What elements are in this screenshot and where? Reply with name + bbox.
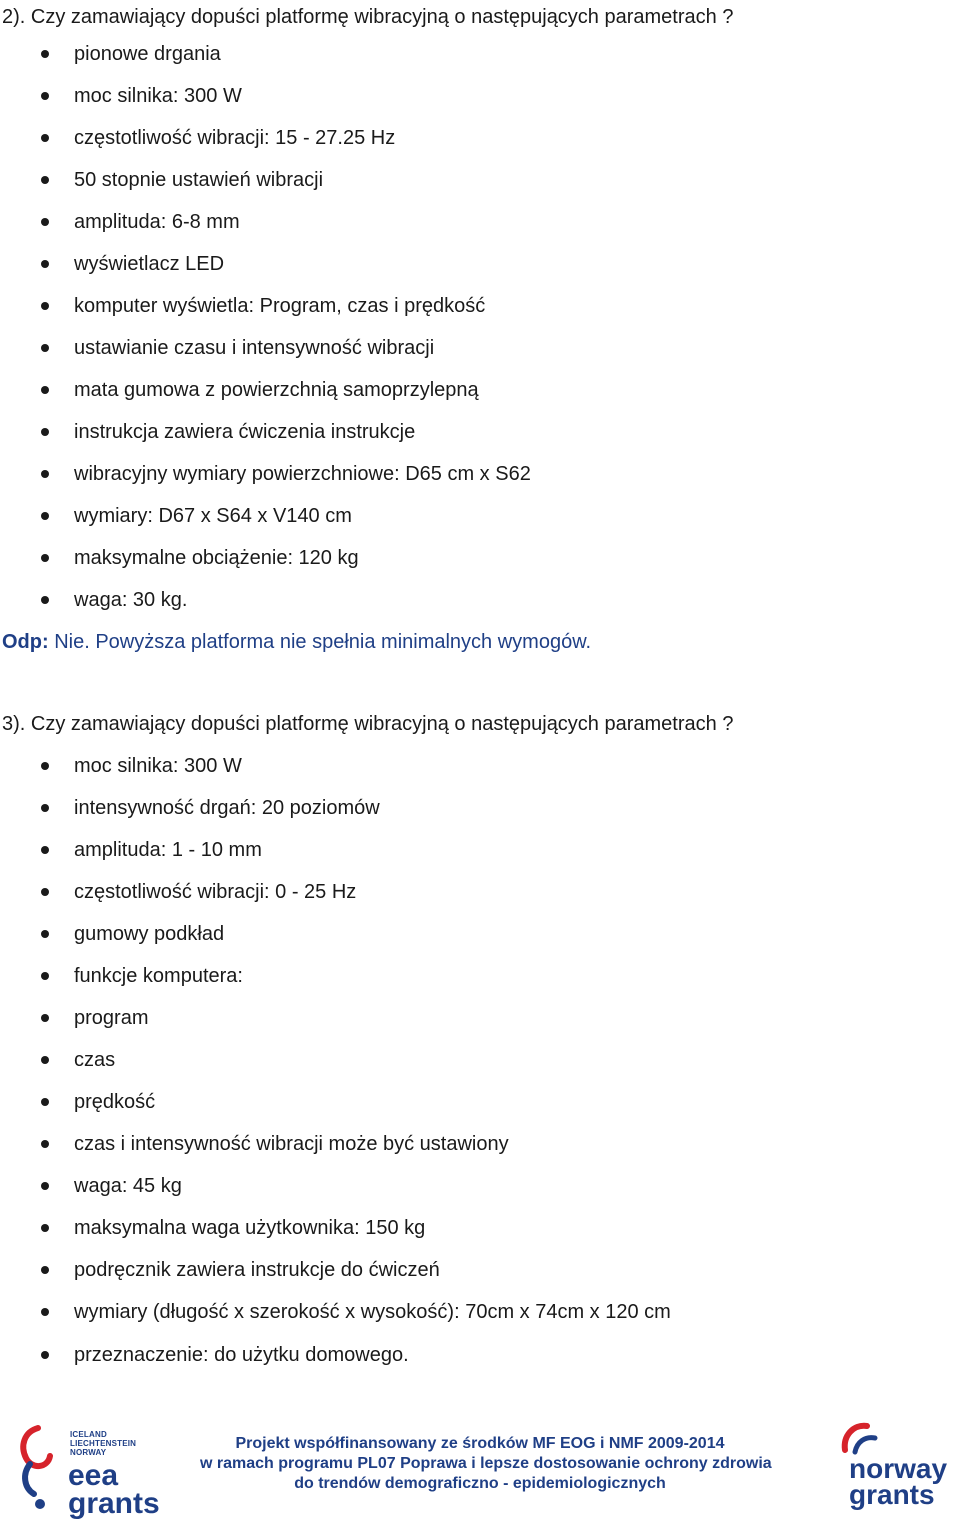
bullet-icon xyxy=(41,1098,49,1106)
bullet-icon xyxy=(41,470,49,478)
answer-value: Nie. xyxy=(48,631,90,653)
bullet-icon xyxy=(41,972,49,980)
list-item: amplituda: 6-8 mm xyxy=(74,201,240,243)
bullet-icon xyxy=(41,1182,49,1190)
list-item: pionowe drgania xyxy=(74,33,221,75)
norway-grants-logo xyxy=(835,1420,955,1516)
answer-line xyxy=(2,621,591,663)
bullet-icon xyxy=(41,762,49,770)
list-item: czas xyxy=(74,1039,115,1081)
list-item: waga: 45 kg xyxy=(74,1165,182,1207)
bullet-icon xyxy=(41,804,49,812)
list-item: amplituda: 1 - 10 mm xyxy=(74,829,262,871)
bullet-icon xyxy=(41,428,49,436)
bullet-icon xyxy=(41,512,49,520)
list-item: maksymalne obciążenie: 120 kg xyxy=(74,537,359,579)
list-item: maksymalna waga użytkownika: 150 kg xyxy=(74,1207,425,1249)
bullet-icon xyxy=(41,218,49,226)
bullet-icon xyxy=(41,176,49,184)
bullet-icon xyxy=(41,1140,49,1148)
question-2-heading: 2). Czy zamawiający dopuści platformę wibracyjną o następujących parametrach ? xyxy=(2,6,734,28)
bullet-icon xyxy=(41,888,49,896)
list-item: częstotliwość wibracji: 0 - 25 Hz xyxy=(74,871,356,913)
list-item: 50 stopnie ustawień wibracji xyxy=(74,159,323,201)
bullet-icon xyxy=(41,930,49,938)
list-item: instrukcja zawiera ćwiczenia instrukcje xyxy=(74,411,415,453)
list-item: intensywność drgań: 20 poziomów xyxy=(74,787,380,829)
question-3-heading: 3). Czy zamawiający dopuści platformę wibracyjną o następujących parametrach ? xyxy=(2,713,734,735)
footer xyxy=(0,1410,960,1520)
list-item: czas i intensywność wibracji może być ustawiony xyxy=(74,1123,509,1165)
list-item: prędkość xyxy=(74,1081,155,1123)
list-item: moc silnika: 300 W xyxy=(74,75,242,117)
bullet-icon xyxy=(41,92,49,100)
norway-swirl-icon xyxy=(839,1420,879,1456)
answer-label: Odp: xyxy=(2,631,49,653)
list-item: wyświetlacz LED xyxy=(74,243,224,285)
bullet-icon xyxy=(41,134,49,142)
answer-text: Powyższa platforma nie spełnia minimalnych wymogów. xyxy=(89,631,592,653)
bullet-icon xyxy=(41,596,49,604)
eea-swirl-icon xyxy=(18,1424,58,1518)
bullet-icon xyxy=(41,846,49,854)
list-item: gumowy podkład xyxy=(74,913,224,955)
bullet-icon xyxy=(41,260,49,268)
eea-grants-wordmark: eea grants xyxy=(68,1459,160,1520)
bullet-icon xyxy=(41,344,49,352)
list-item: wibracyjny wymiary powierzchniowe: D65 cm x S62 xyxy=(74,453,531,495)
list-item: funkcje komputera: xyxy=(74,955,243,997)
list-item: ustawianie czasu i intensywność wibracji xyxy=(74,327,434,369)
list-item: wymiary (długość x szerokość x wysokość): 70cm x 74cm x 120 cm xyxy=(74,1291,671,1333)
bullet-icon xyxy=(41,554,49,562)
list-item: wymiary: D67 x S64 x V140 cm xyxy=(74,495,352,537)
list-item: mata gumowa z powierzchnią samoprzylepną xyxy=(74,369,479,411)
bullet-icon xyxy=(41,1351,49,1359)
list-item: podręcznik zawiera instrukcje do ćwiczeń xyxy=(74,1249,440,1291)
list-item: częstotliwość wibracji: 15 - 27.25 Hz xyxy=(74,117,395,159)
list-item: komputer wyświetla: Program, czas i prędkość xyxy=(74,285,485,327)
bullet-icon xyxy=(41,1014,49,1022)
project-funding-note: Projekt współfinansowany ze środków MF EOG i NMF 2009-2014 w ramach programu PL07 Poprawa i lepsze dostosowanie ochrony zdrowia do trendów demograficzno - epidemiologicznych xyxy=(200,1435,772,1492)
list-item: przeznaczenie: do użytku domowego. xyxy=(74,1334,409,1376)
eea-grants-logo xyxy=(18,1424,160,1520)
bullet-icon xyxy=(41,302,49,310)
list-item: waga: 30 kg. xyxy=(74,579,187,621)
bullet-icon xyxy=(41,1224,49,1232)
bullet-icon xyxy=(41,1056,49,1064)
bullet-icon xyxy=(41,386,49,394)
bullet-icon xyxy=(41,50,49,58)
list-item: moc silnika: 300 W xyxy=(74,745,242,787)
bullet-icon xyxy=(41,1266,49,1274)
list-item: program xyxy=(74,997,148,1039)
bullet-icon xyxy=(41,1308,49,1316)
norway-grants-wordmark: norway grants xyxy=(849,1453,948,1510)
eea-countries: ICELAND LIECHTENSTEIN NORWAY xyxy=(70,1430,137,1457)
